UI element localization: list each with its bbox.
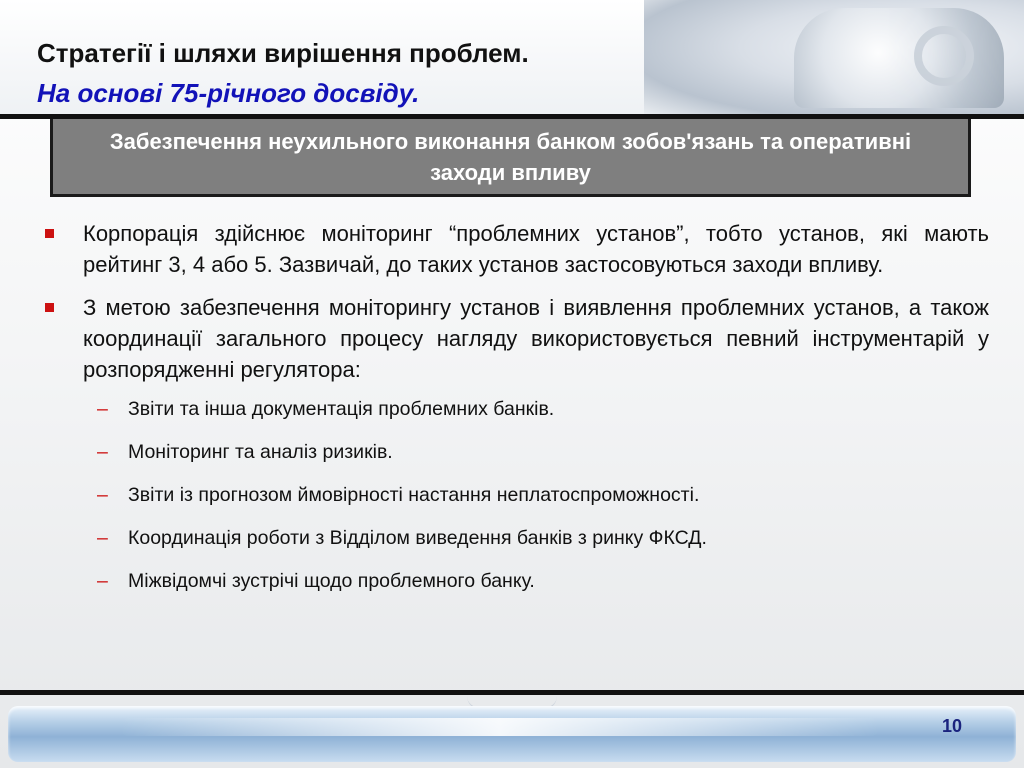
bottom-divider [0,690,1024,695]
bullet-item [45,292,989,385]
dash-bullet-icon: – [97,484,108,506]
list-item [45,440,989,464]
square-bullet-icon [45,229,54,238]
bullet-item [45,218,989,280]
list-item-text: Координація роботи з Відділом виведення банків з ринку ФКСД. [128,527,707,549]
list-item [45,483,989,507]
page-number: 10 [941,716,962,736]
list-item-text: Звіти із прогнозом ймовірності настання неплатоспроможності. [128,484,700,506]
list-item-text: Звіти та інша документація проблемних банків. [128,398,555,420]
dash-bullet-icon: – [97,570,108,592]
page-subtitle: На основі 75-річного досвіду. [37,78,420,108]
bullet-text: З метою забезпечення моніторингу установ і виявлення проблемних установ, а також координації загального процесу нагляду використовується певний інструментарій у розпорядженні регулятора: [83,295,989,382]
dash-bullet-icon: – [97,441,108,463]
list-item-text: Моніторинг та аналіз ризиків. [128,441,393,463]
section-banner-text: Забезпечення неухильного виконання банком зобов'язань та оперативні заходи впливу [109,128,912,185]
list-item-text: Міжвідомчі зустрічі щодо проблемного банку. [128,570,535,592]
section-banner [50,119,971,197]
square-bullet-icon [45,303,54,312]
dash-bullet-icon: – [97,398,108,420]
list-item [45,526,989,550]
column-capital-image [794,8,1004,108]
dash-bullet-icon: – [97,527,108,549]
page-title: Стратегії і шляхи вирішення проблем. [37,38,529,68]
footer-highlight [120,718,880,736]
slide-content [45,218,989,612]
list-item [45,397,989,421]
bullet-text: Корпорація здійснює моніторинг “проблемних установ”, тобто установ, які мають рейтинг 3, 4 або 5. Зазвичай, до таких установ застосовуються заходи впливу. [83,221,989,277]
list-item [45,569,989,593]
tools-list [45,397,989,593]
